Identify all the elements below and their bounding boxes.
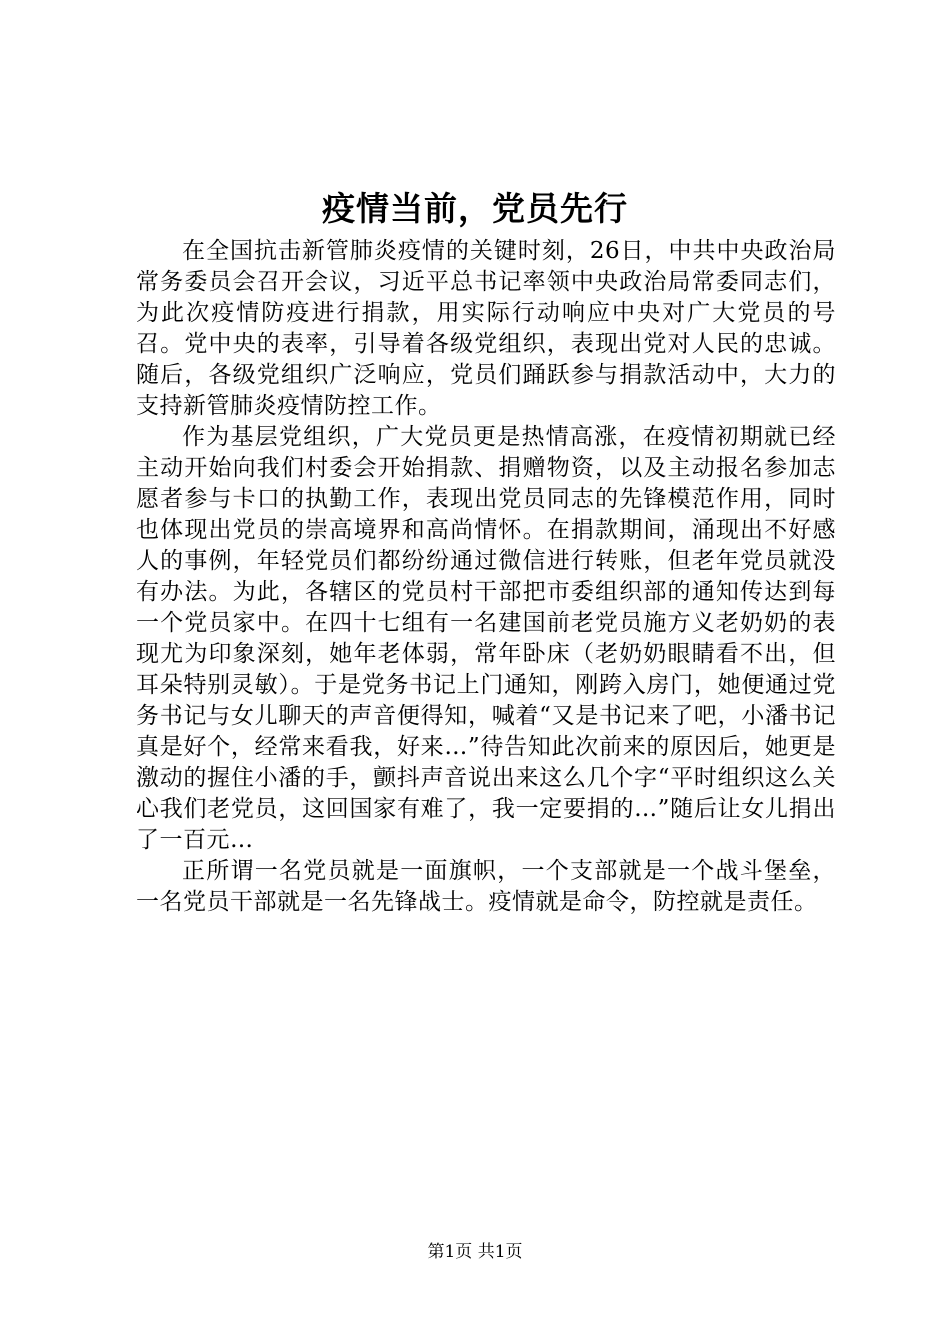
body-paragraph-1: 在全国抗击新管肺炎疫情的关键时刻，26日，中共中央政治局常务委员会召开会议，习近平总书记率领中央政治局常委同志们，为此次疫情防疫进行捐款，用实际行动响应中央对广大党员的号召。党中央的表率，引导着各级党组织，表现出党对人民的忠诚。随后，各级党组织广泛响应，党员们踊跃参与捐款活动中，大力的支持新管肺炎疫情防控工作。	[136, 238, 836, 419]
body-paragraph-2: 作为基层党组织，广大党员更是热情高涨，在疫情初期就已经主动开始向我们村委会开始捐款、捐赠物资，以及主动报名参加志愿者参与卡口的执勤工作，表现出党员同志的先锋模范作用，同时也体现出党员的崇高境界和高尚情怀。在捐款期间，涌现出不好感人的事例，年轻党员们都纷纷通过微信进行转账，但老年党员就没有办法。为此，各辖区的党员村干部把市委组织部的通知传达到每一个党员家中。在四十七组有一名建国前老党员施方义老奶奶的表现尤为印象深刻，她年老体弱，常年卧床（老奶奶眼睛看不出，但耳朵特别灵敏）。于是党务书记上门通知，刚跨入房门，她便通过党务书记与女儿聊天的声音便得知，喊着“又是书记来了吧，小潘书记真是好个，经常来看我，好来…”待告知此次前来的原因后，她更是激动的握住小潘的手，颤抖声音说出来这么几个字“平时组织这么关心我们老党员，这回国家有难了，我一定要捐的…”随后让女儿捐出了一百元…	[136, 424, 836, 853]
document-title: 疫情当前，党员先行	[322, 189, 628, 228]
document-body	[136, 236, 836, 918]
page-footer: 第1页 共1页	[427, 1242, 523, 1262]
body-paragraph-3: 正所谓一名党员就是一面旗帜，一个支部就是一个战斗堡垒，一名党员干部就是一名先锋战士。疫情就是命令，防控就是责任。	[136, 858, 836, 915]
